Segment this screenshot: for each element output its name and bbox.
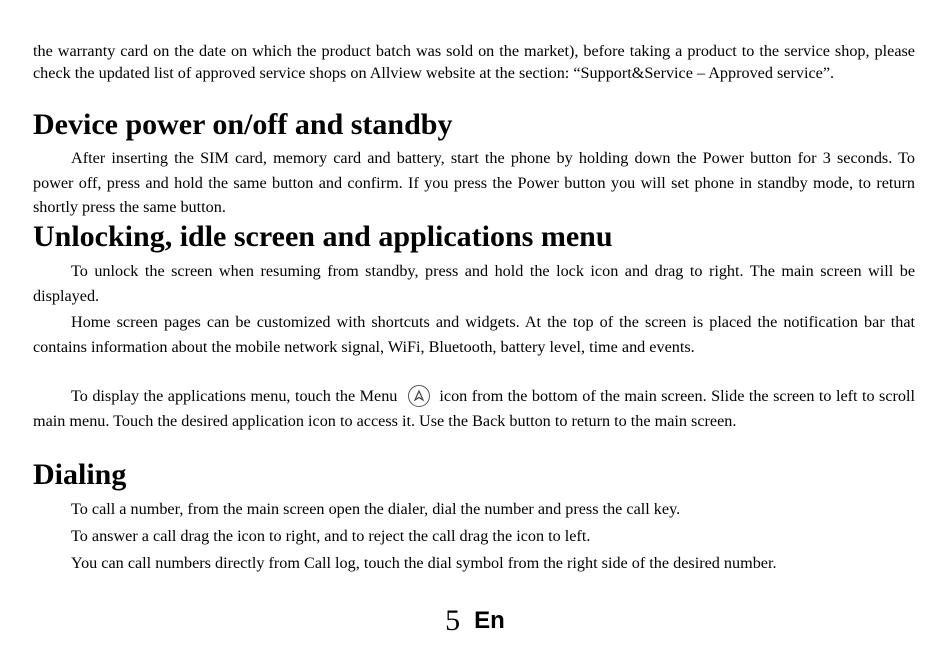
power-paragraph: After inserting the SIM card, memory card and battery, start the phone by holding down the Power button for 3 seconds. To power off, press and hold the same button and confirm. If you press the Power button you will set phone in standby mode, to return shortly press the same button. (33, 149, 915, 216)
page-number: 5 (445, 604, 461, 637)
dialing-paragraph-1: To call a number, from the main screen open the dialer, dial the number and press the call key. (71, 500, 681, 518)
dialing-paragraph-3: You can call numbers directly from Call log, touch the dial symbol from the right side of the desired number. (71, 554, 777, 572)
unlock-paragraph-3-end: icon from the bottom of the main screen. Slide the screen to left to scroll main menu. Touch the desired application icon to access it. Use the Back button to return to the main screen. (33, 387, 915, 430)
unlock-paragraph-3 (33, 384, 915, 433)
heading-power: Device power on/off and standby (33, 108, 453, 141)
heading-unlocking: Unlocking, idle screen and applications menu (33, 220, 613, 253)
dialing-paragraph-2: To answer a call drag the icon to right, and to reject the call drag the icon to left. (71, 527, 591, 545)
unlock-paragraph-3-start: To display the applications menu, touch the Menu (71, 387, 398, 405)
unlock-paragraph-2: Home screen pages can be customized with shortcuts and widgets. At the top of the screen is placed the notification bar that contains information about the mobile network signal, WiFi, Bluetooth, battery level, time and events. (33, 313, 915, 356)
intro-paragraph: the warranty card on the date on which the product batch was sold on the market), before taking a product to the service shop, please check the updated list of approved service shops on Allview website at the section: “Support&Service – Approved service”. (33, 42, 915, 82)
page-footer (0, 604, 950, 638)
language-label: En (474, 607, 505, 634)
heading-dialing: Dialing (33, 458, 127, 491)
menu-icon (408, 385, 430, 407)
unlock-paragraph-1: To unlock the screen when resuming from standby, press and hold the lock icon and drag to right. The main screen will be displayed. (33, 262, 915, 305)
